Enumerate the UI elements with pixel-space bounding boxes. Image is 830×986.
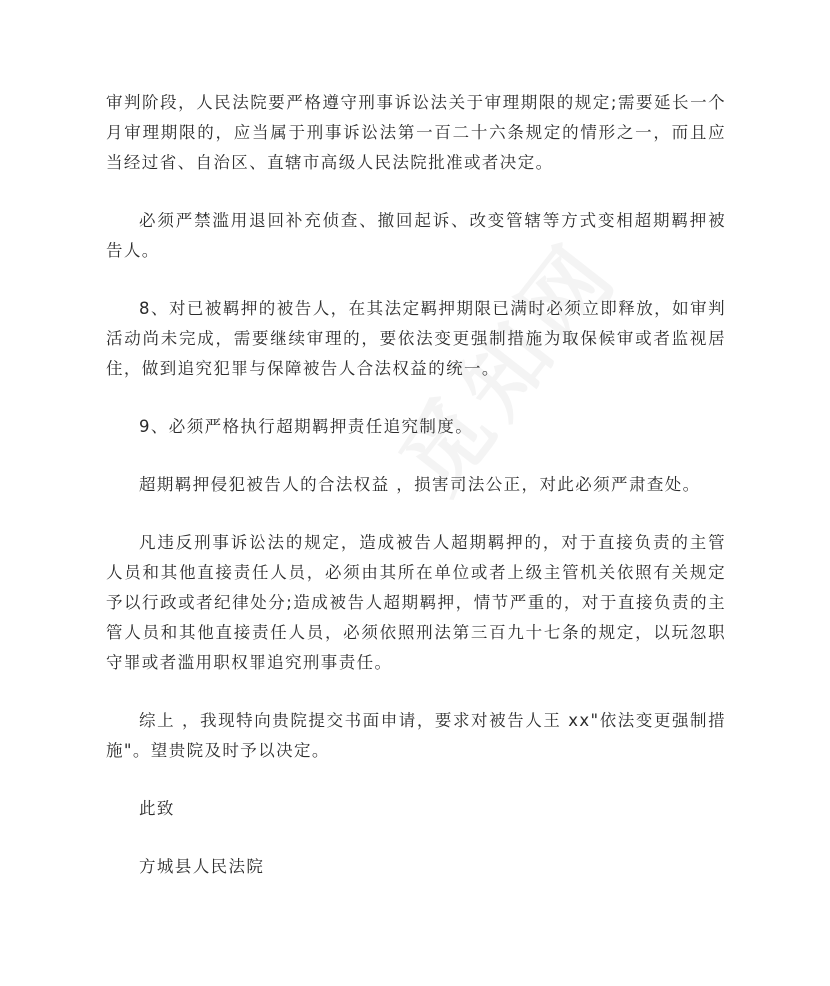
recipient-court: 方城县人民法院 [139, 857, 265, 876]
closing-salutation: 此致 [139, 799, 175, 818]
paragraph-gap [106, 178, 726, 206]
paragraph-prohibit-abuse: 必须严禁滥用退回补充侦查、撤回起诉、改变管辖等方式变相超期羁押被告人。 [106, 211, 726, 260]
document-page [106, 88, 726, 882]
paragraph-gap [106, 824, 726, 852]
paragraph-gap [106, 266, 726, 294]
paragraph-conclusion: 综上 ，我现特向贵院提交书面申请，要求对被告人王 xx"依法变更强制措施"。望贵院及时予以决定。 [106, 711, 726, 760]
paragraph-item-9: 9、必须严格执行超期羁押责任追究制度。 [139, 417, 474, 436]
paragraph-gap [106, 442, 726, 470]
paragraph-gap [106, 766, 726, 794]
paragraph-gap [106, 678, 726, 706]
paragraph-gap [106, 384, 726, 412]
paragraph-trial-period: 审判阶段，人民法院要严格遵守刑事诉讼法关于审理期限的规定;需要延长一个月审理期限的，应当属于刑事诉讼法第一百二十六条规定的情形之一，而且应当经过省、自治区、直辖市高级人民法院批准或者决定。 [106, 93, 726, 172]
paragraph-gap [106, 500, 726, 528]
paragraph-infringement: 超期羁押侵犯被告人的合法权益 ，损害司法公正，对此必须严肃查处。 [139, 475, 701, 494]
paragraph-item-8: 8、对已被羁押的被告人，在其法定羁押期限已满时必须立即释放，如审判活动尚未完成，需要继续审理的，要依法变更强制措施为取保候审或者监视居住，做到追究犯罪与保障被告人合法权益的统一。 [106, 299, 726, 378]
paragraph-liability: 凡违反刑事诉讼法的规定，造成被告人超期羁押的，对于直接负责的主管人员和其他直接责任人员，必须由其所在单位或者上级主管机关依照有关规定予以行政或者纪律处分;造成被告人超期羁押，情节严重的，对于直接负责的主管人员和其他直接责任人员，必须依照刑法第三百九十七条的规定，以玩忽职守罪或者滥用职权罪追究刑事责任。 [106, 533, 726, 672]
